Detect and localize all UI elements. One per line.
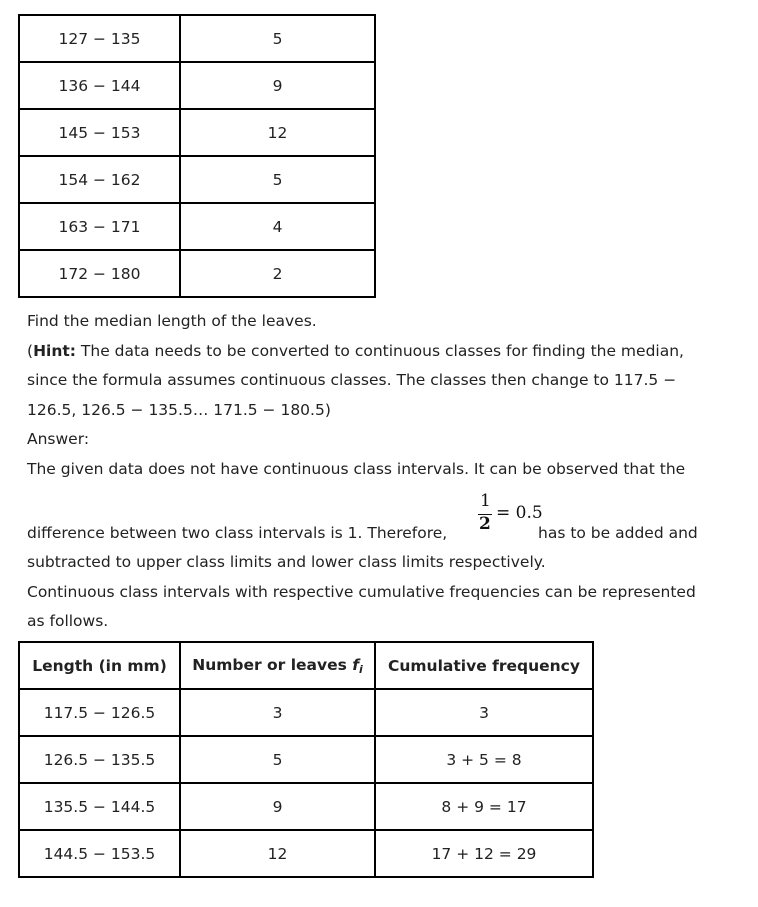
table-row bbox=[19, 736, 593, 783]
class-frequency-table bbox=[18, 14, 376, 298]
answer-line-2-after: has to be added and bbox=[538, 524, 698, 542]
class-interval-cell: 163 − 171 bbox=[19, 203, 180, 250]
class-interval-cell: 154 − 162 bbox=[19, 156, 180, 203]
leaves-cell: 12 bbox=[180, 830, 375, 877]
class-interval-cell: 145 − 153 bbox=[19, 109, 180, 156]
answer-line-5: as follows. bbox=[27, 612, 109, 630]
hint-line-2: since the formula assumes continuous classes. The classes then change to 117.5 − bbox=[27, 371, 677, 389]
frequency-cell: 2 bbox=[180, 250, 375, 297]
header-f-symbol: f bbox=[352, 655, 359, 674]
hint-text: The data needs to be converted to continuous classes for finding the median, bbox=[76, 342, 684, 360]
cumulative-cell: 3 + 5 = 8 bbox=[375, 736, 593, 783]
length-cell: 126.5 − 135.5 bbox=[19, 736, 180, 783]
frequency-cell: 5 bbox=[180, 156, 375, 203]
table-row bbox=[19, 15, 375, 62]
length-cell: 135.5 − 144.5 bbox=[19, 783, 180, 830]
class-interval-cell: 127 − 135 bbox=[19, 15, 180, 62]
length-cell: 117.5 − 126.5 bbox=[19, 689, 180, 736]
fraction-result: = 0.5 bbox=[496, 503, 543, 523]
table-row bbox=[19, 250, 375, 297]
answer-line-2-before: difference between two class intervals is 1. Therefore, bbox=[27, 524, 448, 542]
question-text: Find the median length of the leaves. bbox=[27, 312, 317, 330]
length-cell: 144.5 − 153.5 bbox=[19, 830, 180, 877]
table-row bbox=[19, 109, 375, 156]
header-number-label: Number or leaves bbox=[192, 655, 353, 674]
table-row bbox=[19, 156, 375, 203]
answer-line-4: Continuous class intervals with respective cumulative frequencies can be represented bbox=[27, 583, 696, 601]
cumulative-frequency-table bbox=[18, 641, 594, 878]
frequency-cell: 9 bbox=[180, 62, 375, 109]
answer-label: Answer: bbox=[27, 430, 90, 448]
cumulative-cell: 17 + 12 = 29 bbox=[375, 830, 593, 877]
frequency-cell: 12 bbox=[180, 109, 375, 156]
class-interval-cell: 172 − 180 bbox=[19, 250, 180, 297]
cumulative-cell: 8 + 9 = 17 bbox=[375, 783, 593, 830]
header-number-of-leaves bbox=[180, 642, 375, 689]
table-row bbox=[19, 689, 593, 736]
hint-label: Hint: bbox=[33, 342, 76, 360]
cumulative-cell: 3 bbox=[375, 689, 593, 736]
hint-open-paren: ( bbox=[27, 342, 34, 360]
header-cumulative-frequency: Cumulative frequency bbox=[375, 642, 593, 689]
frequency-cell: 4 bbox=[180, 203, 375, 250]
table-header-row bbox=[19, 642, 593, 689]
fraction-denominator: 2 bbox=[479, 514, 491, 534]
fraction-numerator: 1 bbox=[480, 491, 491, 511]
table-row bbox=[19, 783, 593, 830]
leaves-cell: 9 bbox=[180, 783, 375, 830]
table-row bbox=[19, 830, 593, 877]
table-row bbox=[19, 203, 375, 250]
leaves-cell: 3 bbox=[180, 689, 375, 736]
frequency-cell: 5 bbox=[180, 15, 375, 62]
table-row bbox=[19, 62, 375, 109]
answer-line-3: subtracted to upper class limits and lower class limits respectively. bbox=[27, 553, 546, 571]
header-f-subscript: i bbox=[359, 662, 363, 676]
class-interval-cell: 136 − 144 bbox=[19, 62, 180, 109]
hint-line-3: 126.5, 126.5 − 135.5… 171.5 − 180.5) bbox=[27, 401, 331, 419]
answer-line-1: The given data does not have continuous class intervals. It can be observed that the bbox=[27, 460, 686, 478]
hint-line-1 bbox=[27, 341, 684, 361]
leaves-cell: 5 bbox=[180, 736, 375, 783]
header-length: Length (in mm) bbox=[19, 642, 180, 689]
